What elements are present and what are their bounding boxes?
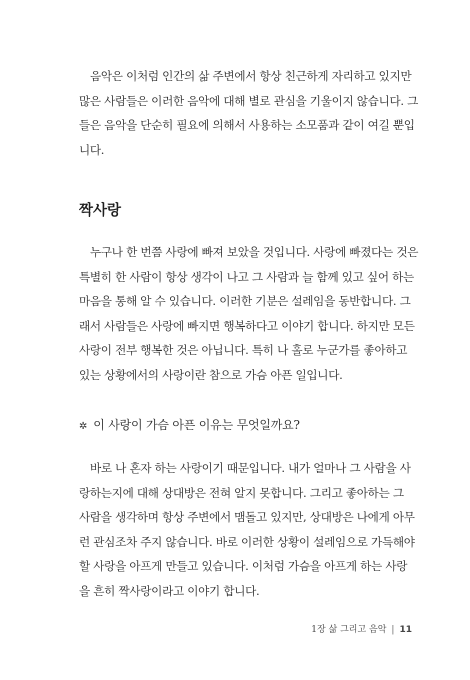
- question-line: [79, 416, 300, 433]
- paragraph-line: 바로 나 혼자 하는 사랑이기 때문입니다. 내가 얼마나 그 사람을 사: [90, 461, 411, 475]
- paragraph-line: 사람을 생각하며 항상 주변에서 맴돌고 있지만, 상대방은 나에게 아무: [79, 510, 415, 524]
- footer-separator: |: [391, 625, 395, 635]
- paragraph-line: 마음을 통해 알 수 있습니다. 이러한 기분은 설레임을 동반합니다. 그: [79, 294, 411, 308]
- paragraph-line: 니다.: [79, 142, 105, 157]
- paragraph-line: 들은 음악을 단순히 필요에 의해서 사용하는 소모품과 같이 여길 뿐입: [79, 118, 415, 132]
- section-heading: 짝사랑: [79, 203, 122, 219]
- paragraph-line: 누구나 한 번쯤 사랑에 빠져 보았을 것입니다. 사랑에 빠졌다는 것은: [90, 245, 419, 259]
- page-footer: [311, 622, 412, 635]
- intro-paragraph: [79, 64, 419, 162]
- paragraph-line: 있는 상황에서의 사랑이란 참으로 가슴 아픈 일입니다.: [79, 367, 343, 382]
- question-text: 이 사랑이 가슴 아픈 이유는 무엇일까요?: [93, 418, 300, 432]
- paragraph-line: 음악은 이처럼 인간의 삶 주변에서 항상 친근하게 자리하고 있지만: [90, 69, 412, 83]
- paragraph-line: 래서 사람들은 사랑에 빠지면 행복하다고 이야기 합니다. 하지만 모든: [79, 318, 415, 333]
- chapter-title: 1장 삶 그리고 음악: [311, 625, 387, 635]
- answer-paragraph: [79, 456, 415, 603]
- paragraph-line: 을 흔히 짝사랑이라고 이야기 합니다.: [79, 583, 260, 598]
- paragraph-line: 런 관심조차 주지 않습니다. 바로 이러한 상황이 설레임으로 가득해야: [79, 534, 415, 549]
- asterisk-icon: ✲: [79, 421, 88, 432]
- paragraph-line: 할 사랑을 아프게 만들고 있습니다. 이처럼 가슴을 아프게 하는 사랑: [79, 559, 408, 573]
- paragraph-line: 랑하는지에 대해 상대방은 전혀 알지 못합니다. 그리고 좋아하는 그: [79, 485, 404, 500]
- page-number: 11: [399, 625, 412, 635]
- love-paragraph: [79, 240, 419, 387]
- paragraph-line: 특별히 한 사람이 항상 생각이 나고 그 사람과 늘 함께 있고 싶어 하는: [79, 269, 414, 284]
- paragraph-line: 사랑이 전부 행복한 것은 아닙니다. 특히 나 홀로 누군가를 좋아하고: [79, 343, 408, 357]
- paragraph-line: 많은 사람들은 이러한 음악에 대해 별로 관심을 기울이지 않습니다. 그: [79, 93, 419, 108]
